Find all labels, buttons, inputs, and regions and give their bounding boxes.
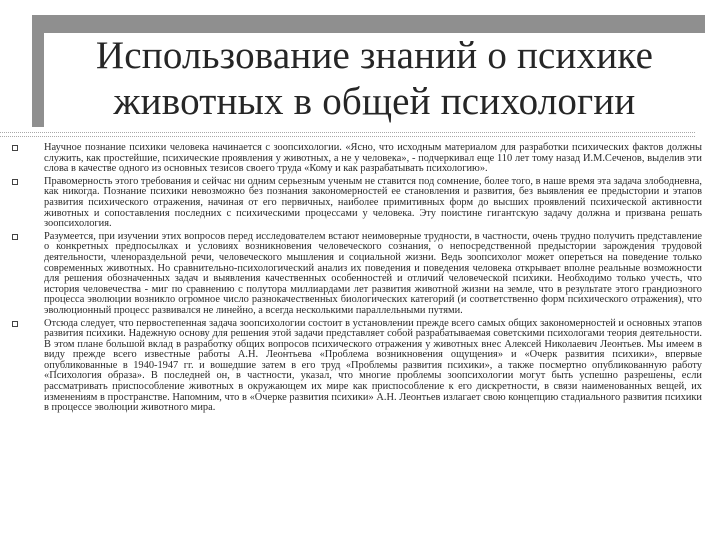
top-decor-bar: [32, 15, 705, 33]
square-bullet-icon: [12, 234, 18, 240]
title-divider-top: [0, 132, 695, 133]
square-bullet-icon: [12, 321, 18, 327]
title-line-2: животных в общей психологии: [113, 80, 636, 123]
left-decor-bar: [32, 15, 44, 127]
title-line-1: Использование знаний о психике: [95, 34, 654, 77]
title-divider-bottom: [0, 136, 695, 137]
slide-title: [44, 33, 705, 133]
bullet-text: Научное познание психики человека начинается с зоопсихологии. «Ясно, что исходным материалом для разработки психических фактов должны служить, как простейшие, психические проявления у животных, а не у человека», - подчеркивал еще 110 лет тому назад И.М.Сеченов, выделив эти слова в качестве одного из основных тезисов своего труда «Кому и как разрабатывать психологию».: [44, 142, 702, 175]
bullet-item: [12, 232, 702, 317]
bullet-text: Разумеется, при изучении этих вопросов перед исследователем встают неимоверные трудности, в частности, очень трудно получить представление о конкретных предпосылках и условиях возникновения человеческого сознания, о непосредственной предыстории зарождения трудовой деятельности, членораздельной речи, человеческого мышления и социальной жизни. Ведь зоопсихолог может опереться на поведение только современных животных. Но сравнительно-психологический анализ их поведения и поведения человека открывает вполне реальные возможности для решения обозначенных задач и выявления качественных особенностей и отличий человеческой психики. Необходимо только учесть, что история человечества - миг по сравнению с полутора миллиардами лет развития животной жизни на земле, что в результате этого грандиозного процесса эволюции возникло огромное число разнокачественных биологических категорий (и соответственно форм психического отражения), что эволюционный процесс развивался не линейно, а всегда несколькими параллельными путями.: [44, 230, 702, 316]
slide-body: [12, 143, 702, 416]
bullet-text: Правомерность этого требования и сейчас ни одним серьезным ученым не ставится под сомнение, более того, в наше время эта задача злободневна, как никогда. Познание психики невозможно без познания закономерностей ее становления и развития, без выявления ее предыстории и этапов развития психического отражения, начиная от его первичных, наиболее примитивных форм до высших проявлений психической активности животных и сопоставления последних с психическими процессами у человека. Эту поистине гигантскую задачу должна и призвана решать зоопсихология.: [44, 175, 702, 230]
bullet-text: Отсюда следует, что первостепенная задача зоопсихологии состоит в установлении прежде всего самых общих закономерностей и основных этапов развития психики. Надежную основу для решения этой задачи представляет собой разрабатываемая советскими психологами теория деятельности. В этом плане большой вклад в разработку общих вопросов психического отражения у животных внес Алексей Николаевич Леонтьев. Мы имеем в виду прежде всего известные работы А.Н. Леонтьева «Проблема возникновения ощущения» и «Очерк развития психики», впервые опубликованные в 1940-1947 гг. и вошедшие затем в его труд «Проблемы развития психики», а также посмертно опубликованную работу «Психология образа». В последней он, в частности, указал, что многие проблемы зоопсихологии могут быть успешно разрешены, если рассматривать приспособление животных в окружающем их мире как приспособление к его дискретности, в связи наименованных вещей, их изменениям в пространстве. Напомним, что в «Очерке развития психики» А.Н. Леонтьев излагает свою концепцию стадиального развития психики в процессе эволюции животного мира.: [44, 317, 702, 414]
bullet-item: [12, 319, 702, 414]
bullet-item: [12, 143, 702, 175]
bullet-item: [12, 177, 702, 230]
square-bullet-icon: [12, 145, 18, 151]
square-bullet-icon: [12, 179, 18, 185]
